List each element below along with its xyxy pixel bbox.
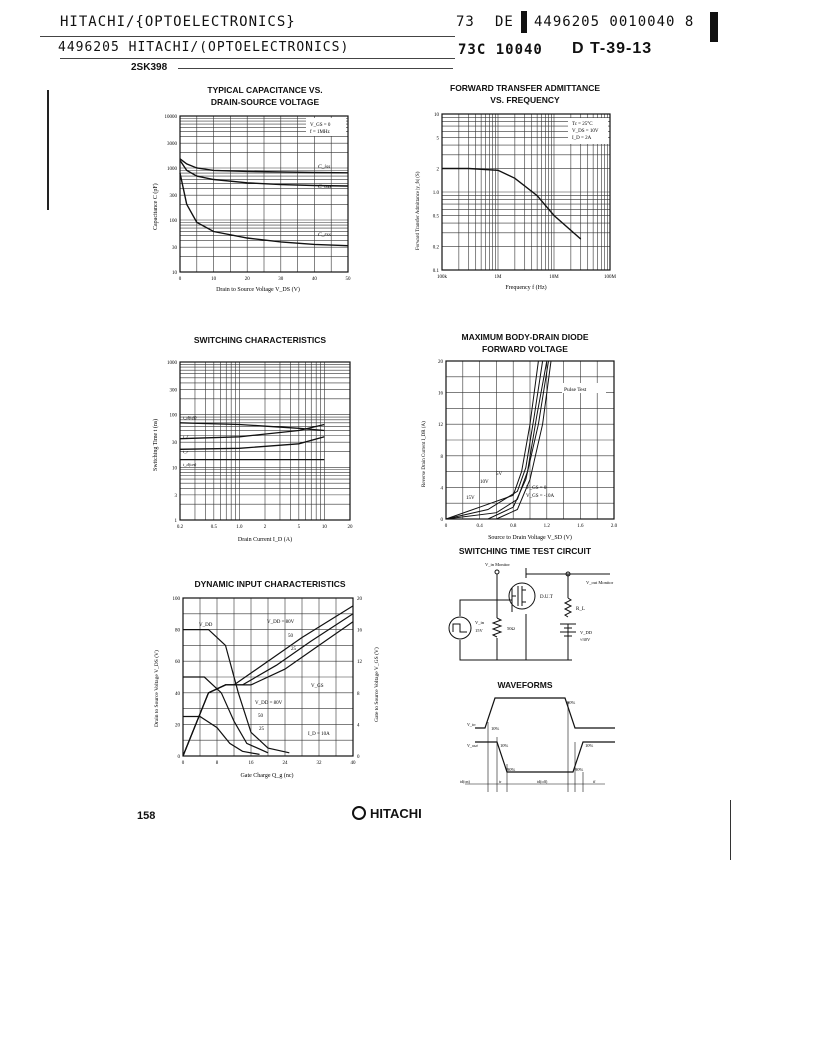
dynamic-label-vgs: V_GS xyxy=(311,684,324,689)
capacitance-legend-line1: V_GS = 0 xyxy=(310,123,331,128)
switching-label-tdoff: t_d(off) xyxy=(183,415,197,420)
resistor-50-symbol xyxy=(493,618,501,637)
wave-label-90-top: 90% xyxy=(567,700,576,705)
capacitance-title-line1: TYPICAL CAPACITANCE VS. xyxy=(207,85,323,95)
adm-xtick: 100M xyxy=(604,275,616,280)
sw-ytick: 1000 xyxy=(167,361,177,366)
adm-xtick: 10M xyxy=(549,275,559,280)
dy-ytick-right: 4 xyxy=(357,723,360,729)
circuit-resistor-label: 50Ω xyxy=(507,626,515,631)
di-xtick: 2.0 xyxy=(610,524,618,529)
vin-monitor-terminal xyxy=(495,570,499,574)
di-xtick: 1.6 xyxy=(577,524,584,529)
margin-mark-right xyxy=(730,800,731,860)
di-ytick: 0 xyxy=(440,518,443,523)
page-number: 158 xyxy=(137,810,156,822)
header-line2-left: 4496205 HITACHI/(OPTOELECTRONICS) xyxy=(58,40,350,55)
adm-ytick: 0.1 xyxy=(432,269,439,274)
sw-ytick: 100 xyxy=(169,413,177,419)
switching-label-tf: t_f xyxy=(183,434,188,439)
sw-ytick: 30 xyxy=(172,441,177,447)
header-rule-bottom xyxy=(178,68,453,69)
pulse-symbol xyxy=(453,624,467,632)
dynamic-xlabel: Gate Charge Q_g (nc) xyxy=(240,773,294,779)
wave-label-tf: tf xyxy=(593,779,596,784)
wave-label-tdoff: td(off) xyxy=(537,779,548,784)
di-ytick: 12 xyxy=(438,423,443,429)
capacitance-title xyxy=(180,84,350,108)
wave-label-vin: V_in xyxy=(467,722,476,727)
diode-xlabel: Source to Drain Voltage V_SD (V) xyxy=(488,535,572,541)
dynamic-label-vds-80: V_DD = 80V xyxy=(255,701,283,706)
di-xtick: 0.4 xyxy=(476,524,483,529)
dynamic-label-vds-25: 25 xyxy=(259,727,264,732)
switching-title: SWITCHING CHARACTERISTICS xyxy=(193,335,327,345)
diode-legend: Pulse Test xyxy=(564,387,587,393)
cap-ytick: 10000 xyxy=(164,115,177,120)
dynamic-label-vgs-80: V_DD = 80V xyxy=(267,620,295,625)
sw-ytick: 300 xyxy=(169,388,177,394)
capacitance-label-ciss: C_iss xyxy=(318,164,331,170)
admittance-legend-line3: I_D = 2A xyxy=(572,136,592,141)
wave-label-10-c: 10% xyxy=(585,743,594,748)
dy-ytick-right: 20 xyxy=(357,597,362,602)
header-code-73: 73 xyxy=(456,14,475,30)
di-xtick: 0 xyxy=(444,524,448,529)
dynamic-label-vds-50: 50 xyxy=(258,714,263,719)
switching-tr-curve xyxy=(180,437,324,450)
diode-title-line1: MAXIMUM BODY-DRAIN DIODE xyxy=(461,332,589,342)
header-handwritten-ref: D T-39-13 xyxy=(572,40,653,57)
dy-ytick: 20 xyxy=(175,723,180,729)
cap-ytick: 30 xyxy=(172,246,177,252)
adm-ytick: 1.0 xyxy=(432,191,439,196)
header-code-de: DE xyxy=(495,14,514,30)
vout-waveform xyxy=(475,742,615,772)
sw-xtick: 1.0 xyxy=(236,525,243,530)
wave-label-10-a: 10% xyxy=(491,726,500,731)
admittance-ylabel: Forward Transfer Admittance |y_fs| (S) xyxy=(416,171,421,250)
cap-xtick: 30 xyxy=(278,277,284,282)
header-rule-mid xyxy=(60,58,455,59)
dynamic-ylabel-right: Gate to Source Voltage V_GS (V) xyxy=(374,647,380,722)
dy-xtick: 32 xyxy=(316,761,322,766)
cap-xtick: 0 xyxy=(178,277,182,282)
dy-xtick: 8 xyxy=(215,761,219,766)
diode-title-line2: FORWARD VOLTAGE xyxy=(482,344,568,354)
wave-label-tdon: td(on) xyxy=(460,779,470,784)
dynamic-label-vgs-50: 50 xyxy=(288,634,293,639)
capacitance-label-coss: C_oss xyxy=(318,184,332,190)
diode-ylabel: Reverse Drain Current I_DR (A) xyxy=(422,421,427,487)
dy-ytick: 100 xyxy=(172,597,180,602)
dy-ytick: 0 xyxy=(177,755,180,760)
adm-ytick: 5 xyxy=(436,136,439,142)
circuit-dut-label: D.U.T xyxy=(540,595,553,600)
sw-xtick: 5 xyxy=(297,525,301,530)
sw-xtick: 0.5 xyxy=(210,525,217,530)
wave-label-90-a: 90% xyxy=(507,767,516,772)
admittance-legend-line2: V_DS = 10V xyxy=(572,129,599,134)
admittance-title xyxy=(430,82,620,106)
admittance-chart xyxy=(410,110,625,295)
dynamic-label-id: I_D = 10A xyxy=(308,732,330,737)
cap-ytick: 3000 xyxy=(167,142,177,148)
di-ytick: 20 xyxy=(438,360,443,365)
circuit-vin-monitor: V_in Monitor xyxy=(485,562,510,567)
sw-ytick: 1 xyxy=(174,519,177,524)
battery-vdd xyxy=(560,624,576,648)
sw-ytick: 10 xyxy=(172,466,177,472)
sw-xtick: 10 xyxy=(321,525,327,530)
di-ytick: 8 xyxy=(440,454,443,460)
diode-label-5v: 5V xyxy=(496,472,503,477)
dynamic-curve-1 xyxy=(183,677,268,753)
waveforms-diagram xyxy=(455,692,620,792)
cap-ytick: 100 xyxy=(169,219,177,224)
wave-label-tr: tr xyxy=(499,779,502,784)
switching-xlabel: Drain Current I_D (A) xyxy=(237,537,293,543)
capacitance-ylabel: Capacitance C (pF) xyxy=(153,183,159,230)
switching-ylabel: Switching Time t (ns) xyxy=(153,418,159,471)
capacitance-xlabel: Drain to Source Voltage V_DS (V) xyxy=(216,287,300,293)
margin-mark-left xyxy=(47,90,49,210)
header-code-serial: 4496205 0010040 8 xyxy=(534,14,695,30)
capacitance-chart xyxy=(150,110,365,300)
adm-ytick: 2 xyxy=(436,167,439,173)
circuit-vin-label: V_in xyxy=(475,620,484,625)
diode-label-15v: 15V xyxy=(466,496,475,501)
switching-label-tr: t_r xyxy=(183,449,189,454)
dynamic-ylabel-left: Drain to Source Voltage V_DS (V) xyxy=(154,650,160,727)
dynamic-curve-0 xyxy=(183,630,289,753)
circuit-title: SWITCHING TIME TEST CIRCUIT xyxy=(458,546,592,556)
cap-ytick: 300 xyxy=(169,194,177,200)
adm-ytick: 10 xyxy=(434,113,439,118)
footer-brand: HITACHI xyxy=(370,806,422,821)
dy-ytick: 80 xyxy=(175,628,180,634)
sw-xtick: 20 xyxy=(347,525,353,530)
header-line2-code: 73C 10040 xyxy=(458,42,543,58)
dy-ytick: 60 xyxy=(175,660,180,666)
circuit-vout-monitor: V_out Monitor xyxy=(586,580,614,585)
dy-ytick: 40 xyxy=(175,691,180,697)
dy-xtick: 16 xyxy=(248,761,254,766)
cap-xtick: 40 xyxy=(311,277,317,282)
capacitance-title-line2: DRAIN-SOURCE VOLTAGE xyxy=(210,97,320,107)
dy-xtick: 40 xyxy=(350,761,356,766)
adm-ytick: 0.2 xyxy=(432,245,439,251)
dy-xtick: 24 xyxy=(282,761,288,766)
part-number: 2SK398 xyxy=(131,62,168,73)
dynamic-title: DYNAMIC INPUT CHARACTERISTICS xyxy=(194,579,346,589)
header-right-bar xyxy=(710,12,718,42)
header-line1-left: HITACHI/{OPTOELECTRONICS} xyxy=(60,14,296,30)
circuit-vdd-value: ≈30V xyxy=(580,637,591,642)
admittance-title-line1: FORWARD TRANSFER ADMITTANCE xyxy=(450,83,600,93)
adm-xtick: 100k xyxy=(437,275,447,280)
cap-xtick: 20 xyxy=(244,277,250,282)
adm-ytick: 0.5 xyxy=(432,214,439,220)
diode-label-10v: 10V xyxy=(480,480,489,485)
dynamic-chart xyxy=(145,592,385,782)
di-ytick: 16 xyxy=(438,391,443,397)
circuit-vin-value: 15V xyxy=(475,628,483,633)
switching-chart xyxy=(145,356,370,546)
sw-xtick: 0.2 xyxy=(176,525,184,530)
admittance-legend-line1: Tc = 25°C xyxy=(572,122,593,127)
mosfet-symbol xyxy=(518,586,526,606)
dy-xtick: 0 xyxy=(181,761,185,766)
dy-ytick-right: 0 xyxy=(357,755,360,760)
header-black-bar xyxy=(521,11,527,33)
dy-ytick-right: 16 xyxy=(357,628,362,634)
capacitance-legend-line2: f = 1MHz xyxy=(310,130,330,135)
diode-label-vgs-neg: V_GS = -10A xyxy=(526,494,555,499)
hitachi-logo-icon xyxy=(352,806,366,820)
admittance-curve xyxy=(442,169,581,240)
adm-xtick: 1M xyxy=(494,275,502,280)
di-xtick: 0.8 xyxy=(510,524,517,529)
di-ytick: 4 xyxy=(440,486,443,492)
vin-waveform xyxy=(475,698,615,728)
wave-label-10-b: 10% xyxy=(500,743,509,748)
sw-xtick: 2 xyxy=(263,525,267,530)
switching-test-circuit xyxy=(440,558,630,668)
resistor-rl-symbol xyxy=(565,598,571,617)
dynamic-label-vgs-25: 25 xyxy=(291,647,296,652)
waveforms-title: WAVEFORMS xyxy=(497,680,553,690)
switching-label-tdon: t_d(on) xyxy=(183,462,197,467)
admittance-title-line2: VS. FREQUENCY xyxy=(490,95,560,105)
diode-chart xyxy=(412,355,627,545)
diode-label-vgs0: V_GS = 0 xyxy=(526,486,547,491)
timing-markers xyxy=(465,702,605,792)
cap-ytick: 10 xyxy=(172,271,177,276)
circuit-vdd-label: V_DD xyxy=(580,630,592,635)
dy-ytick-right: 8 xyxy=(357,691,360,697)
cap-xtick: 10 xyxy=(211,277,217,282)
sw-ytick: 3 xyxy=(174,493,177,499)
cap-ytick: 1000 xyxy=(167,167,177,172)
diode-title xyxy=(440,331,610,355)
circuit-rl-label: R_L xyxy=(576,607,585,612)
header-rule-top xyxy=(40,36,455,37)
cap-xtick: 50 xyxy=(345,277,351,282)
wave-label-vout: V_out xyxy=(467,743,478,748)
admittance-xlabel: Frequency f (Hz) xyxy=(505,285,547,291)
dy-ytick-right: 12 xyxy=(357,660,362,666)
capacitance-label-crss: C_rss xyxy=(318,232,331,238)
dynamic-label-vdd: V_DD xyxy=(199,623,213,628)
di-xtick: 1.2 xyxy=(543,524,550,529)
wave-label-90-b: 90% xyxy=(575,767,584,772)
